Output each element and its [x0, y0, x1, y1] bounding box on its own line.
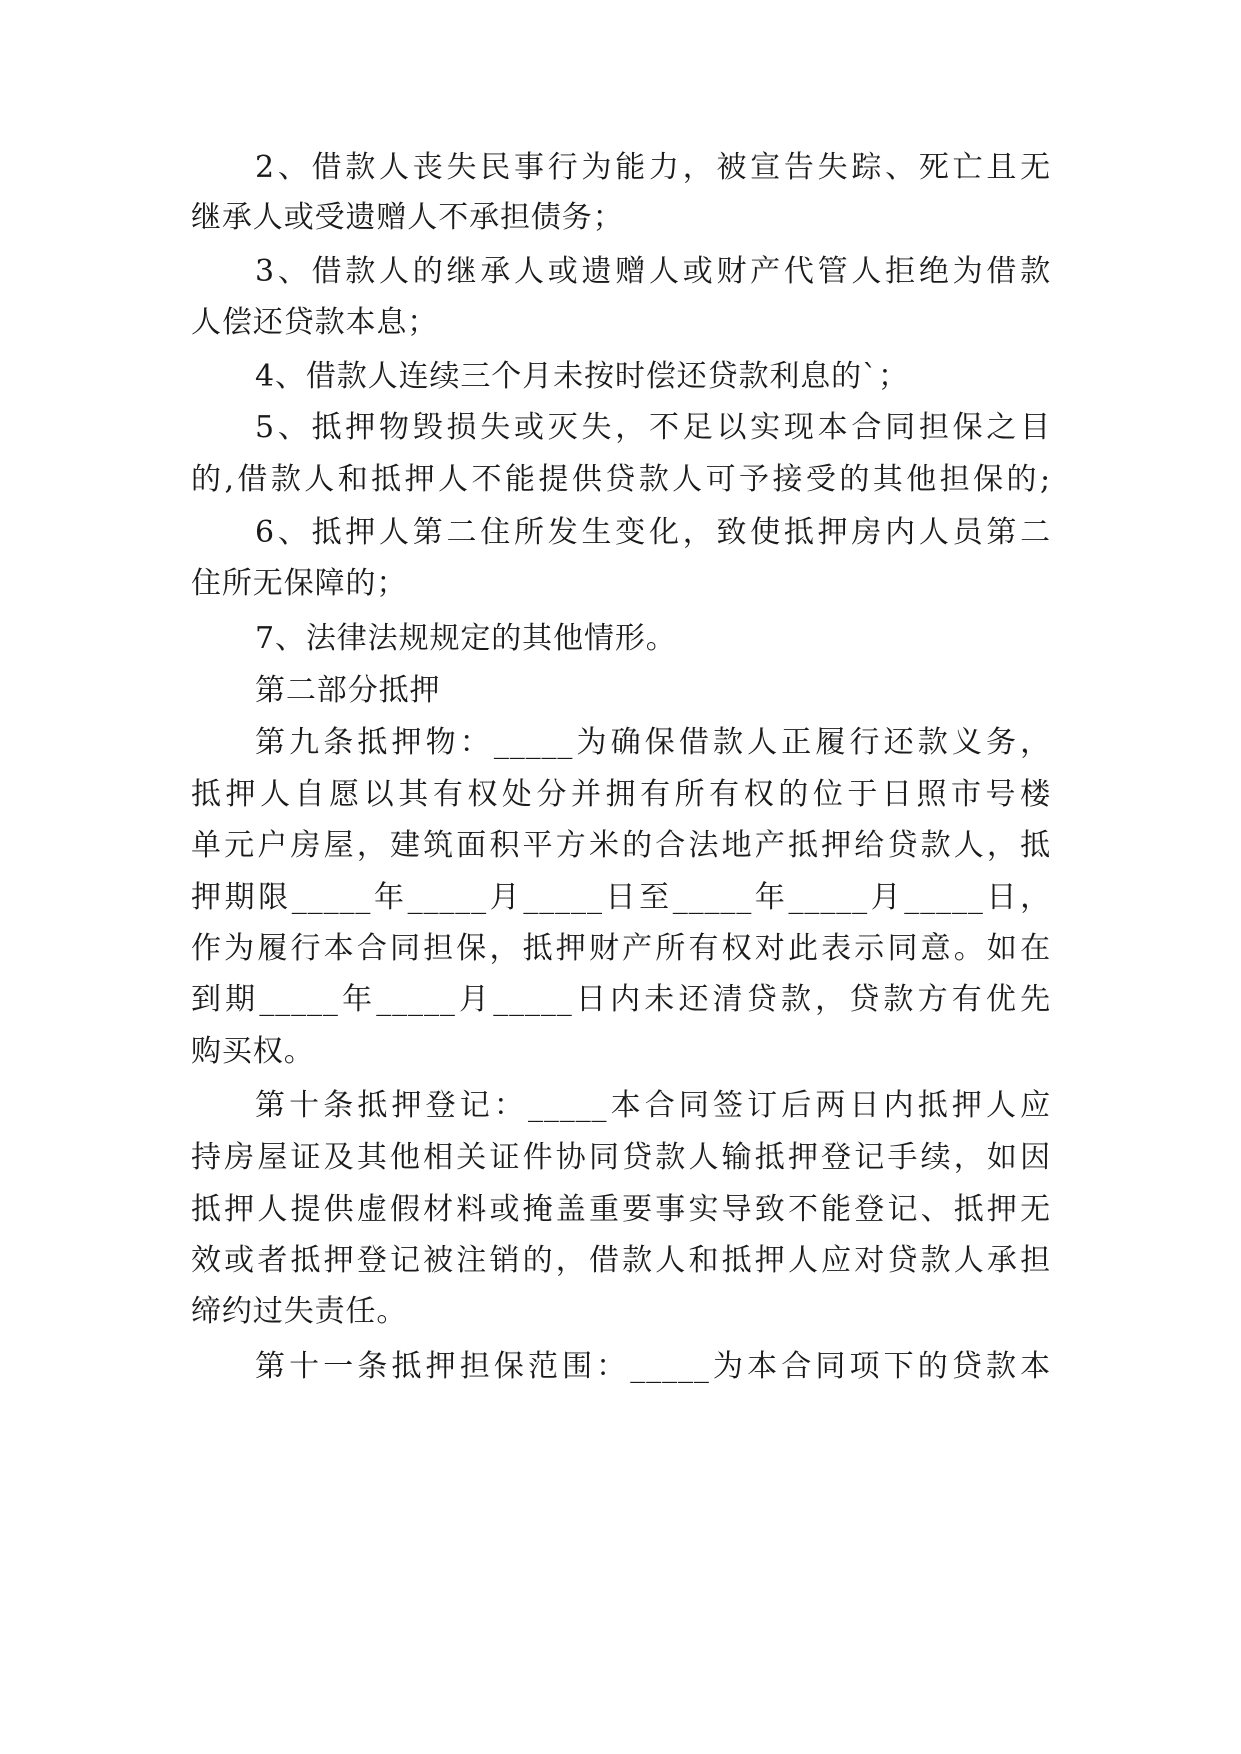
paragraph-line: 住所无保障的；	[191, 566, 408, 601]
paragraph-line: 第九条抵押物：_____为确保借款人正履行还款义务，	[255, 725, 1051, 760]
paragraph-line: 5、抵押物毁损失或灭失，不足以实现本合同担保之目	[255, 410, 1051, 445]
paragraph-line: 作为履行本合同担保，抵押财产所有权对此表示同意。如在	[191, 931, 1051, 966]
paragraph-line: 抵押人提供虚假材料或掩盖重要事实导致不能登记、抵押无	[191, 1192, 1051, 1227]
paragraph-line: 3、借款人的继承人或遗赠人或财产代管人拒绝为借款	[255, 254, 1051, 289]
paragraph-line: 人偿还贷款本息；	[191, 305, 439, 340]
paragraph-line: 效或者抵押登记被注销的，借款人和抵押人应对贷款人承担	[191, 1243, 1051, 1278]
paragraph-line: 抵押人自愿以其有权处分并拥有所有权的位于日照市号楼	[191, 777, 1051, 812]
paragraph-line: 继承人或受遗赠人不承担债务；	[191, 200, 624, 235]
paragraph-line: 缔约过失责任。	[191, 1294, 408, 1329]
paragraph-line: 6、抵押人第二住所发生变化，致使抵押房内人员第二	[255, 515, 1051, 550]
paragraph-line: 持房屋证及其他相关证件协同贷款人输抵押登记手续，如因	[191, 1140, 1051, 1175]
paragraph-line: 购买权。	[191, 1034, 315, 1069]
paragraph-line: 单元户房屋，建筑面积平方米的合法地产抵押给贷款人，抵	[191, 828, 1051, 863]
paragraph-line: 7、法律法规规定的其他情形。	[255, 621, 677, 656]
paragraph-line: 2、借款人丧失民事行为能力，被宣告失踪、死亡且无	[255, 150, 1051, 185]
paragraph-line: 第十条抵押登记：_____本合同签订后两日内抵押人应	[255, 1088, 1051, 1123]
paragraph-line: 第十一条抵押担保范围：_____为本合同项下的贷款本	[255, 1349, 1051, 1384]
paragraph-line: 到期_____年_____月_____日内未还清贷款，贷款方有优先	[191, 982, 1051, 1017]
paragraph-line: 押期限_____年_____月_____日至_____年_____月_____日，	[191, 880, 1051, 915]
section-heading: 第二部分抵押	[255, 673, 441, 708]
paragraph-line: 的,借款人和抵押人不能提供贷款人可予接受的其他担保的;	[191, 462, 1051, 497]
paragraph-line: 4、借款人连续三个月未按时偿还贷款利息的`；	[255, 359, 909, 394]
